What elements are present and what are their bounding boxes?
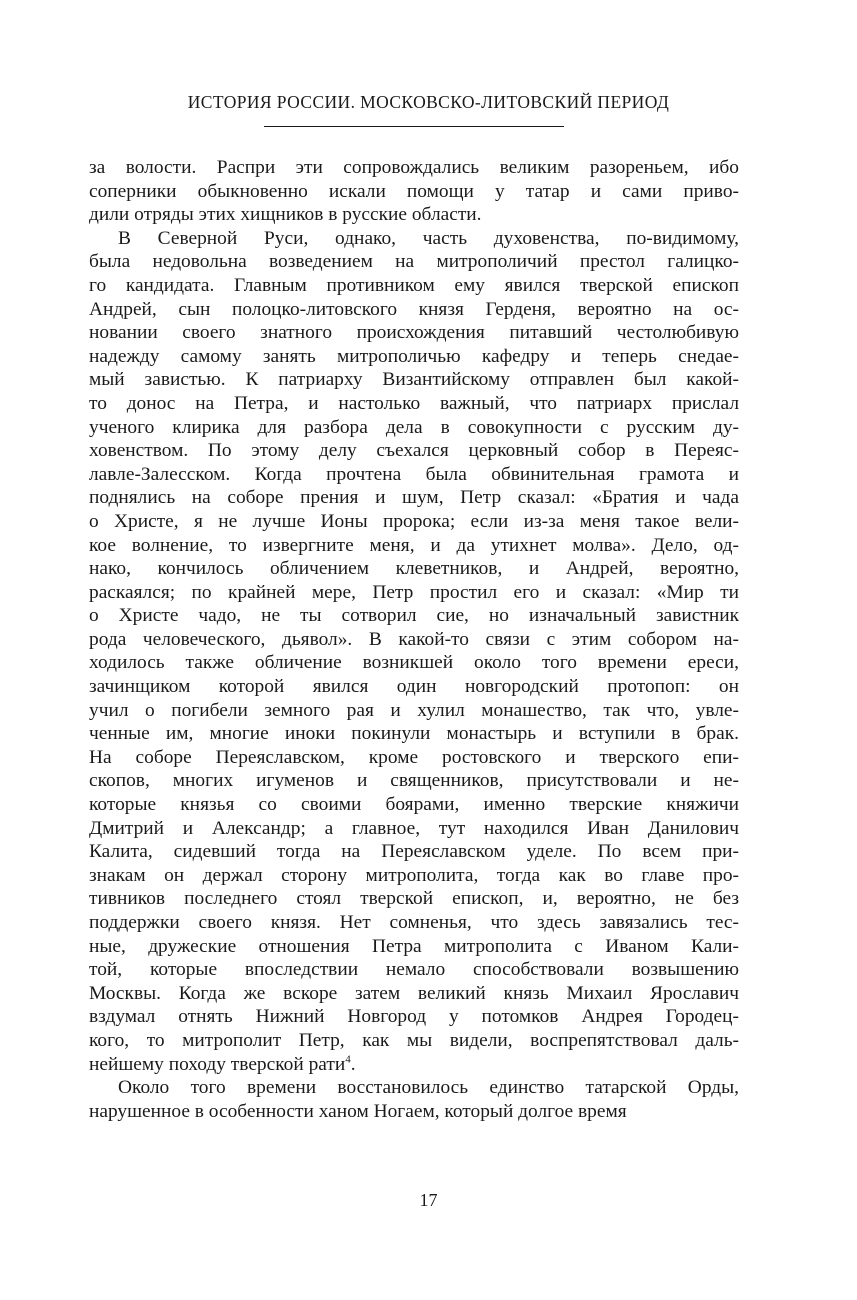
text-line <box>89 416 739 440</box>
line-text: кого, то митрополит Петр, как мы видели, воспрепятствовал даль- <box>89 1029 739 1051</box>
text-line <box>89 1005 739 1029</box>
text-line <box>89 1100 739 1124</box>
text-line <box>89 581 739 605</box>
line-text: Дмитрий и Александр; а главное, тут находился Иван Данилович <box>89 817 739 839</box>
line-text: го кандидата. Главным противником ему явился тверской епископ <box>89 274 739 296</box>
text-line <box>89 368 739 392</box>
line-text: то донос на Петра, и настолько важный, что патриарх прислал <box>89 392 739 414</box>
line-text: лавле-Залесском. Когда прочтена была обвинительная грамота и <box>89 463 739 485</box>
text-line <box>89 793 739 817</box>
text-line <box>89 699 739 723</box>
text-line <box>89 439 739 463</box>
line-text: ученого клирика для разбора дела в совокупности с русским ду- <box>89 416 739 438</box>
line-text: ные, дружеские отношения Петра митрополита с Иваном Кали- <box>89 935 739 957</box>
line-text: Андрей, сын полоцко-литовского князя Герденя, вероятно на ос- <box>89 298 739 320</box>
text-line <box>89 958 739 982</box>
line-text: надежду самому занять митрополичью кафедру и теперь снедае- <box>89 345 739 367</box>
text-line <box>89 1029 739 1053</box>
text-line <box>89 604 739 628</box>
line-text: поднялись на соборе прения и шум, Петр сказал: «Братия и чада <box>89 487 739 509</box>
text-line <box>89 982 739 1006</box>
text-line <box>89 250 739 274</box>
text-line <box>89 746 739 770</box>
paragraph <box>89 1076 739 1123</box>
text-line <box>89 227 739 251</box>
text-line <box>89 345 739 369</box>
page-number: 17 <box>419 1190 438 1210</box>
text-line <box>89 1053 739 1077</box>
line-text: которые князья со своими боярами, именно тверские княжичи <box>89 794 739 816</box>
line-text: нако, кончилось обличением клеветников, и Андрей, вероятно, <box>89 558 739 580</box>
text-line <box>89 510 739 534</box>
text-line <box>89 298 739 322</box>
line-text: скопов, многих игуменов и священников, присутствовали и не- <box>89 770 739 792</box>
line-text: нейшему походу тверской рати <box>89 1053 346 1075</box>
line-text: знакам он держал сторону митрополита, тогда как во главе про- <box>89 864 739 886</box>
line-text: ховенством. По этому делу съехался церковный собор в Переяс- <box>89 440 739 462</box>
text-line <box>89 534 739 558</box>
line-text: соперники обыкновенно искали помощи у татар и сами приво- <box>89 180 739 202</box>
line-text: нарушенное в особенности ханом Ногаем, который долгое время <box>89 1100 627 1122</box>
line-text: ченные им, многие иноки покинули монастырь и вступили в брак. <box>89 723 739 745</box>
running-head-rule <box>264 126 564 127</box>
text-line <box>89 1076 739 1100</box>
text-line <box>89 935 739 959</box>
line-text: поддержки своего князя. Нет сомненья, что здесь завязались тес- <box>89 912 739 933</box>
paragraph <box>89 227 739 1076</box>
text-line <box>89 463 739 487</box>
footnote-marker[interactable]: 4 <box>345 1053 351 1066</box>
text-line <box>89 769 739 793</box>
line-text: дили отряды этих хищников в русские области. <box>89 204 482 226</box>
text-line <box>89 887 739 911</box>
line-text: учил о погибели земного рая и хулил монашество, так что, увле- <box>89 699 739 721</box>
line-text: зачинщиком которой явился один новгородский протопоп: он <box>89 676 739 698</box>
line-text: Москвы. Когда же вскоре затем великий князь Михаил Ярославич <box>89 982 739 1004</box>
text-line <box>89 321 739 345</box>
text-line <box>89 675 739 699</box>
paragraph <box>89 156 739 227</box>
line-text: за волости. Распри эти сопровождались великим разореньем, ибо <box>89 157 739 178</box>
text-line <box>89 486 739 510</box>
line-text: о Христе чадо, не ты сотворил сие, но изначальный завистник <box>89 605 739 627</box>
line-text: о Христе, я не лучше Ионы пророка; если из-за меня такое вели- <box>89 510 739 532</box>
line-text: вздумал отнять Нижний Новгород у потомков Андрея Городец- <box>89 1006 739 1028</box>
line-text: мый завистью. К патриарху Византийскому отправлен был какой- <box>89 369 739 391</box>
text-line <box>89 180 739 204</box>
text-line <box>89 628 739 652</box>
line-text: той, которые впоследствии немало способствовали возвышению <box>89 959 739 981</box>
line-text: раскаялся; по крайней мере, Петр простил его и сказал: «Мир ти <box>89 581 739 603</box>
text-line <box>89 156 739 180</box>
text-line <box>89 651 739 675</box>
line-text: ходилось также обличение возникшей около того времени ереси, <box>89 652 739 674</box>
line-text: была недовольна возведением на митрополичий престол галицко- <box>89 251 739 273</box>
text-line <box>89 817 739 841</box>
line-text: Около того времени восстановилось единство татарской Орды, <box>118 1077 739 1099</box>
text-line <box>89 864 739 888</box>
line-text: Калита, сидевший тогда на Переяславском уделе. По всем при- <box>89 841 739 863</box>
line-text: В Северной Руси, однако, часть духовенства, по-видимому, <box>118 227 739 249</box>
running-head: ИСТОРИЯ РОССИИ. МОСКОВСКО-ЛИТОВСКИЙ ПЕРИОД <box>187 92 670 112</box>
text-line <box>89 840 739 864</box>
line-text: рода человеческого, дьявол». В какой-то связи с этим собором на- <box>89 628 739 650</box>
body-text <box>89 156 739 1123</box>
text-line <box>89 557 739 581</box>
text-line <box>89 911 739 935</box>
text-line <box>89 392 739 416</box>
end-punctuation: . <box>350 1053 356 1075</box>
line-text: тивников последнего стоял тверской епископ, и, вероятно, не без <box>89 888 739 910</box>
line-text: кое волнение, то извергните меня, и да утихнет молва». Дело, од- <box>89 534 739 556</box>
line-text: На соборе Переяславском, кроме ростовского и тверского епи- <box>89 746 739 768</box>
text-line <box>89 722 739 746</box>
text-line <box>89 203 739 227</box>
text-line <box>89 274 739 298</box>
line-text: новании своего знатного происхождения питавший честолюбивую <box>89 322 739 344</box>
